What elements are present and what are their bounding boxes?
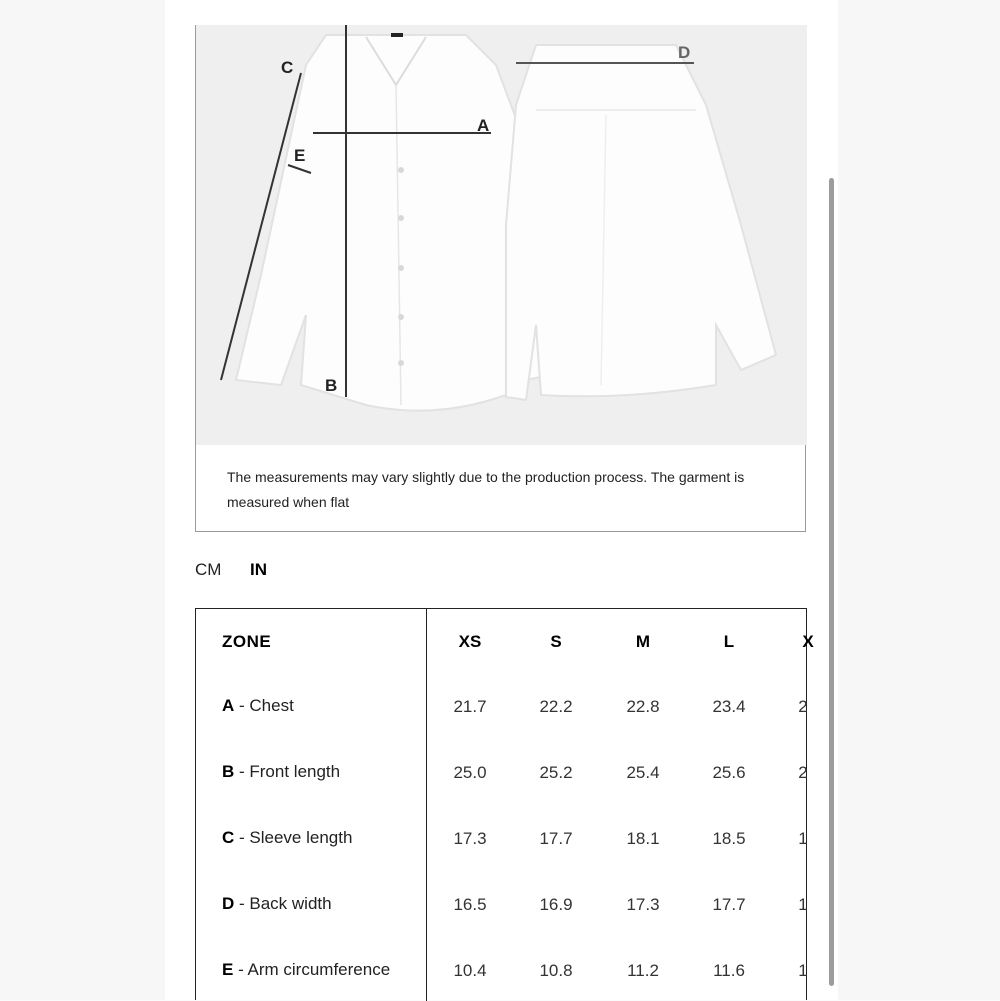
measurement-figure-card xyxy=(195,25,806,532)
size-header-l: L xyxy=(723,632,735,651)
table-cell: 10.4 xyxy=(453,961,487,980)
table-cell: 25.2 xyxy=(539,763,573,782)
table-cell: 10.8 xyxy=(539,961,573,980)
size-header-xl: X xyxy=(802,632,814,651)
table-cell: 17.3 xyxy=(453,829,487,848)
table-cell: 11.6 xyxy=(713,961,745,980)
zone-letter: B xyxy=(222,762,235,781)
table-cell: 23.4 xyxy=(712,697,746,716)
size-header-m: M xyxy=(635,632,651,651)
back-shirt-illustration xyxy=(506,45,776,400)
label-a: A xyxy=(477,116,490,135)
zone-name: - Sleeve length xyxy=(234,828,353,847)
zone-column xyxy=(196,609,427,1001)
table-cell: 21.7 xyxy=(453,697,487,716)
table-cell: 2 xyxy=(798,763,808,782)
zone-name: - Chest xyxy=(234,696,294,715)
label-b: B xyxy=(325,376,338,395)
unit-tab-in[interactable]: IN xyxy=(250,560,267,579)
table-cell: 18.1 xyxy=(626,829,660,848)
front-shirt-illustration xyxy=(236,33,551,411)
measurement-note: The measurements may vary slightly due to the production process. The garment is measured when flat xyxy=(227,469,745,510)
zone-letter: D xyxy=(222,894,235,913)
zone-letter: C xyxy=(222,828,235,847)
table-cell: 17.3 xyxy=(626,895,660,914)
zone-letter: E xyxy=(222,960,234,979)
zone-name: - Back width xyxy=(234,894,332,913)
shirt-diagram xyxy=(196,25,807,445)
background-right xyxy=(838,0,1000,1000)
table-cell: 22.2 xyxy=(539,697,573,716)
garment-measurement-image xyxy=(196,25,807,445)
size-header-xs: XS xyxy=(458,632,482,651)
table-cell: 17.7 xyxy=(712,895,746,914)
table-cell: 11.2 xyxy=(627,961,659,980)
scrollbar-thumb[interactable] xyxy=(829,178,834,986)
table-cell: 25.6 xyxy=(712,763,746,782)
label-c: C xyxy=(281,58,294,77)
label-d: D xyxy=(678,43,691,62)
zone-header: ZONE xyxy=(222,632,272,651)
size-table xyxy=(195,608,814,1000)
table-cell: 25.4 xyxy=(626,763,660,782)
label-e: E xyxy=(294,146,306,165)
zone-row-a xyxy=(222,696,294,716)
zone-letter: A xyxy=(222,696,235,715)
table-cell: 25.0 xyxy=(453,763,487,782)
zone-row-c xyxy=(222,828,352,848)
zone-row-d xyxy=(222,894,332,914)
zone-name: - Arm circumference xyxy=(233,960,391,979)
table-cell: 16.9 xyxy=(539,895,573,914)
table-cell: 2 xyxy=(798,697,808,716)
table-cell: 22.8 xyxy=(626,697,660,716)
table-cell: 18.5 xyxy=(712,829,746,848)
zone-row-b xyxy=(222,762,340,782)
table-cell: 17.7 xyxy=(539,829,573,848)
table-cell: 1 xyxy=(798,961,808,980)
table-cell: 1 xyxy=(798,895,808,914)
unit-tab-cm[interactable]: CM xyxy=(195,560,222,579)
table-cell: 16.5 xyxy=(453,895,487,914)
background-left xyxy=(0,0,165,1000)
table-cell: 1 xyxy=(798,829,808,848)
zone-name: - Front length xyxy=(234,762,341,781)
zone-row-e xyxy=(222,960,390,980)
size-header-s: S xyxy=(550,632,562,651)
